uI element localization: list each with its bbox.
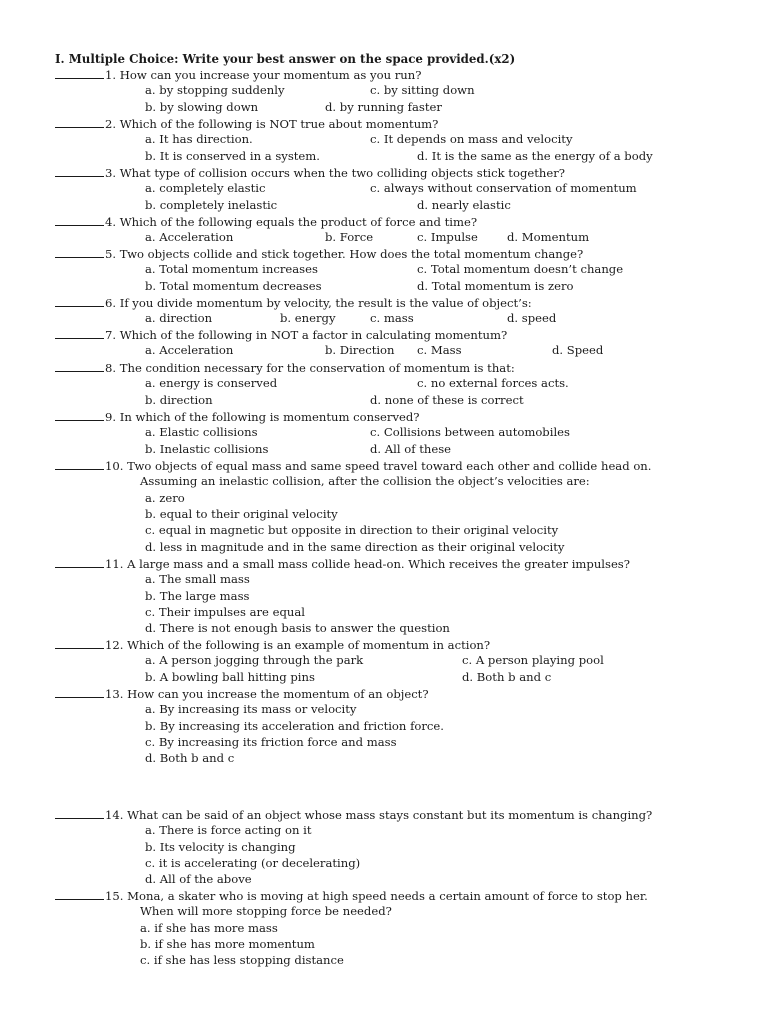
answer-blank[interactable] xyxy=(55,359,104,372)
options-row xyxy=(0,734,768,750)
answer-option: b. A bowling ball hitting pins xyxy=(145,669,315,684)
answer-option: a. by stopping suddenly xyxy=(145,83,285,98)
answer-option: d. Momentum xyxy=(507,230,590,245)
answer-option: d. All of the above xyxy=(145,872,252,887)
answer-blank[interactable] xyxy=(55,294,104,307)
answer-blank[interactable] xyxy=(55,213,104,226)
answer-option: b. completely inelastic xyxy=(145,197,278,212)
options-row xyxy=(0,441,768,457)
answer-option: a. By increasing its mass or velocity xyxy=(145,702,357,717)
options-row xyxy=(0,652,768,668)
options-row xyxy=(0,342,768,358)
answer-blank[interactable] xyxy=(55,887,104,900)
answer-option: c. Collisions between automobiles xyxy=(370,425,570,440)
answer-option: b. Total momentum decreases xyxy=(145,278,322,293)
answer-option: d. none of these is correct xyxy=(370,392,524,407)
question-13 xyxy=(0,685,429,701)
answer-option: d. There is not enough basis to answer the question xyxy=(145,621,450,636)
answer-option: c. It depends on mass and velocity xyxy=(370,132,573,147)
answer-option: d. speed xyxy=(507,311,557,326)
answer-option: b. by slowing down xyxy=(145,99,259,114)
answer-option: c. if she has less stopping distance xyxy=(140,953,344,968)
question-stem-continued: Assuming an inelastic collision, after the collision the object’s velocities are: xyxy=(140,474,590,489)
answer-option: d. Both b and c xyxy=(145,751,235,766)
question-8 xyxy=(0,359,515,375)
answer-blank[interactable] xyxy=(55,66,104,79)
answer-blank[interactable] xyxy=(55,164,104,177)
options-row xyxy=(0,822,768,838)
question-2 xyxy=(0,115,438,131)
answer-option: c. Their impulses are equal xyxy=(145,604,305,619)
question-stem: 13. How can you increase the momentum of an object? xyxy=(105,687,429,701)
answer-option: b. Its velocity is changing xyxy=(145,839,296,854)
answer-option: c. By increasing its friction force and mass xyxy=(145,734,397,749)
answer-option: d. Total momentum is zero xyxy=(417,278,574,293)
options-row xyxy=(0,310,768,326)
options-row xyxy=(0,424,768,440)
answer-option: c. A person playing pool xyxy=(462,653,604,668)
answer-blank[interactable] xyxy=(55,245,104,258)
question-10 xyxy=(0,457,651,473)
question-12 xyxy=(0,636,490,652)
answer-option: a. Acceleration xyxy=(145,230,234,245)
options-row xyxy=(0,392,768,408)
question-stem: 11. A large mass and a small mass collide head-on. Which receives the greater impulses? xyxy=(105,557,630,571)
options-row xyxy=(0,718,768,734)
options-row xyxy=(0,82,768,98)
options-row xyxy=(0,839,768,855)
options-row xyxy=(0,920,768,936)
section-heading: I. Multiple Choice: Write your best answer on the space provided.(x2) xyxy=(55,52,516,66)
answer-option: a. It has direction. xyxy=(145,132,253,147)
question-9 xyxy=(0,408,420,424)
answer-option: d. by running faster xyxy=(325,99,442,114)
answer-option: c. by sitting down xyxy=(370,83,475,98)
answer-option: a. if she has more mass xyxy=(140,920,278,935)
answer-option: c. it is accelerating (or decelerating) xyxy=(145,855,361,870)
question-stem: 8. The condition necessary for the conservation of momentum is that: xyxy=(105,361,515,375)
question-stem-continued: When will more stopping force be needed? xyxy=(140,904,392,919)
question-stem: 14. What can be said of an object whose mass stays constant but its momentum is changing? xyxy=(105,808,653,822)
answer-blank[interactable] xyxy=(55,806,104,819)
answer-blank[interactable] xyxy=(55,115,104,128)
answer-option: c. mass xyxy=(370,311,414,326)
answer-option: b. Direction xyxy=(325,343,395,358)
options-row xyxy=(0,180,768,196)
answer-blank[interactable] xyxy=(55,636,104,649)
answer-option: d. It is the same as the energy of a body xyxy=(417,148,653,163)
answer-option: c. equal in magnetic but opposite in direction to their original velocity xyxy=(145,523,559,538)
answer-blank[interactable] xyxy=(55,326,104,339)
options-row xyxy=(0,229,768,245)
answer-option: c. Mass xyxy=(417,343,462,358)
answer-blank[interactable] xyxy=(55,408,104,421)
options-row xyxy=(0,197,768,213)
options-row xyxy=(0,750,768,766)
answer-option: d. All of these xyxy=(370,441,452,456)
question-7 xyxy=(0,326,507,342)
answer-option: b. direction xyxy=(145,392,213,407)
answer-option: a. completely elastic xyxy=(145,181,266,196)
answer-option: c. Impulse xyxy=(417,230,478,245)
options-row xyxy=(0,278,768,294)
question-4 xyxy=(0,213,477,229)
answer-option: d. less in magnitude and in the same direction as their original velocity xyxy=(145,539,565,554)
options-row xyxy=(0,701,768,717)
question-6 xyxy=(0,294,532,310)
options-row xyxy=(0,522,768,538)
options-row xyxy=(0,148,768,164)
answer-blank[interactable] xyxy=(55,555,104,568)
question-1 xyxy=(0,66,421,82)
options-row xyxy=(0,539,768,555)
question-stem: 4. Which of the following equals the product of force and time? xyxy=(105,215,478,229)
answer-option: a. energy is conserved xyxy=(145,376,278,391)
question-11 xyxy=(0,555,630,571)
answer-option: a. Acceleration xyxy=(145,343,234,358)
answer-option: a. Elastic collisions xyxy=(145,425,258,440)
answer-option: a. There is force acting on it xyxy=(145,823,312,838)
answer-option: d. nearly elastic xyxy=(417,197,511,212)
answer-option: a. direction xyxy=(145,311,213,326)
answer-option: c. no external forces acts. xyxy=(417,376,569,391)
answer-option: b. equal to their original velocity xyxy=(145,506,338,521)
answer-option: b. The large mass xyxy=(145,588,250,603)
answer-option: c. always without conservation of momentum xyxy=(370,181,637,196)
question-stem: 3. What type of collision occurs when the two colliding objects stick together? xyxy=(105,166,565,180)
question-stem: 10. Two objects of equal mass and same speed travel toward each other and collide head on. xyxy=(105,459,652,473)
question-stem: 2. Which of the following is NOT true about momentum? xyxy=(105,117,439,131)
question-14 xyxy=(0,806,652,822)
options-row xyxy=(0,506,768,522)
answer-option: b. Inelastic collisions xyxy=(145,441,269,456)
options-row xyxy=(0,490,768,506)
answer-option: b. Force xyxy=(325,230,374,245)
options-row xyxy=(0,571,768,587)
answer-option: a. A person jogging through the park xyxy=(145,653,364,668)
options-row xyxy=(0,952,768,968)
answer-option: b. if she has more momentum xyxy=(140,936,315,951)
options-row xyxy=(0,99,768,115)
answer-option: d. Speed xyxy=(552,343,604,358)
question-stem: 9. In which of the following is momentum conserved? xyxy=(105,410,420,424)
answer-option: b. energy xyxy=(280,311,336,326)
question-stem: 15. Mona, a skater who is moving at high speed needs a certain amount of force to stop her. xyxy=(105,889,648,903)
options-row xyxy=(0,871,768,887)
options-row xyxy=(0,131,768,147)
question-stem: 1. How can you increase your momentum as you run? xyxy=(105,68,422,82)
answer-option: d. Both b and c xyxy=(462,669,552,684)
answer-option: a. zero xyxy=(145,490,185,505)
question-15 xyxy=(0,887,648,903)
answer-blank[interactable] xyxy=(55,685,104,698)
answer-option: a. The small mass xyxy=(145,572,250,587)
answer-option: b. By increasing its acceleration and friction force. xyxy=(145,718,444,733)
options-row xyxy=(0,936,768,952)
options-row xyxy=(0,588,768,604)
answer-option: b. It is conserved in a system. xyxy=(145,148,320,163)
options-row xyxy=(0,620,768,636)
question-stem: 12. Which of the following is an example of momentum in action? xyxy=(105,638,491,652)
question-stem: 5. Two objects collide and stick together. How does the total momentum change? xyxy=(105,247,584,261)
options-row xyxy=(0,375,768,391)
answer-option: a. Total momentum increases xyxy=(145,262,318,277)
question-stem: 7. Which of the following in NOT a factor in calculating momentum? xyxy=(105,328,508,342)
options-row xyxy=(0,261,768,277)
question-5 xyxy=(0,245,583,261)
question-3 xyxy=(0,164,565,180)
options-row xyxy=(0,669,768,685)
answer-option: c. Total momentum doesn’t change xyxy=(417,262,624,277)
answer-blank[interactable] xyxy=(55,457,104,470)
options-row xyxy=(0,604,768,620)
question-stem: 6. If you divide momentum by velocity, the result is the value of object’s: xyxy=(105,296,532,310)
options-row xyxy=(0,855,768,871)
